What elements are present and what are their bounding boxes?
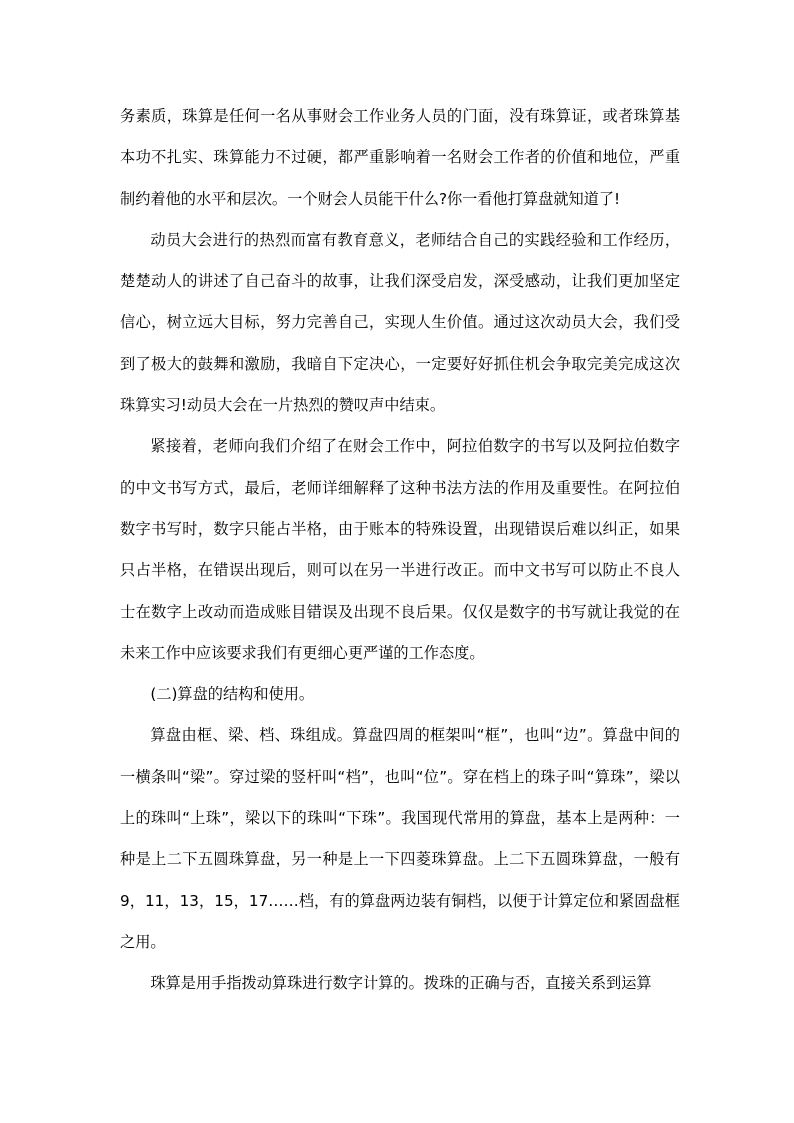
document-body xyxy=(120,96,680,1005)
paragraph-mobilization-meeting: 动员大会进行的热烈而富有教育意义，老师结合自己的实践经验和工作经历，楚楚动人的讲述了自己奋斗的故事，让我们深受启发，深受感动，让我们更加坚定信心，树立远大目标，努力完善自己，实现人生价值。通过这次动员大会，我们受到了极大的鼓舞和激励，我暗自下定决心，一定要好好抓住机会争取完美完成这次珠算实习!动员大会在一片热烈的赞叹声中结束。 xyxy=(120,230,680,415)
paragraph-abacus-operation: 珠算是用手指拨动算珠进行数字计算的。拨珠的正确与否，直接关系到运算 xyxy=(150,974,652,993)
section-heading-abacus-structure: (二)算盘的结构和使用。 xyxy=(150,685,315,704)
paragraph-professional-quality: 务素质，珠算是任何一名从事财会工作业务人员的门面，没有珠算证，或者珠算基本功不扎实、珠算能力不过硬，都严重影响着一名财会工作者的价值和地位，严重制约着他的水平和层次。一个财会人员能干什么?你一看他打算盘就知道了! xyxy=(120,107,680,208)
paragraph-abacus-components: 算盘由框、梁、档、珠组成。算盘四周的框架叫“框”，也叫“边”。算盘中间的一横条叫“梁”。穿过梁的竖杆叫“档”，也叫“位”。穿在档上的珠子叫“算珠”，梁以上的珠叫“上珠”，梁以下的珠叫“下珠”。我国现代常用的算盘，基本上是两种：一种是上二下五圆珠算盘，另一种是上一下四菱珠算盘。上二下五圆珠算盘，一般有 9，11，13，15，17……档，有的算盘两边装有铜档，以便于计算定位和紧固盘框之用。 xyxy=(120,726,680,951)
paragraph-number-writing: 紧接着，老师向我们介绍了在财会工作中，阿拉伯数字的书写以及阿拉伯数字的中文书写方式，最后，老师详细解释了这种书法方法的作用及重要性。在阿拉伯数字书写时，数字只能占半格，由于账本的特殊设置，出现错误后难以纠正，如果只占半格，在错误出现后，则可以在另一半进行改正。而中文书写可以防止不良人士在数字上改动而造成账目错误及出现不良后果。仅仅是数字的书写就让我觉的在未来工作中应该要求我们有更细心更严谨的工作态度。 xyxy=(120,437,680,662)
